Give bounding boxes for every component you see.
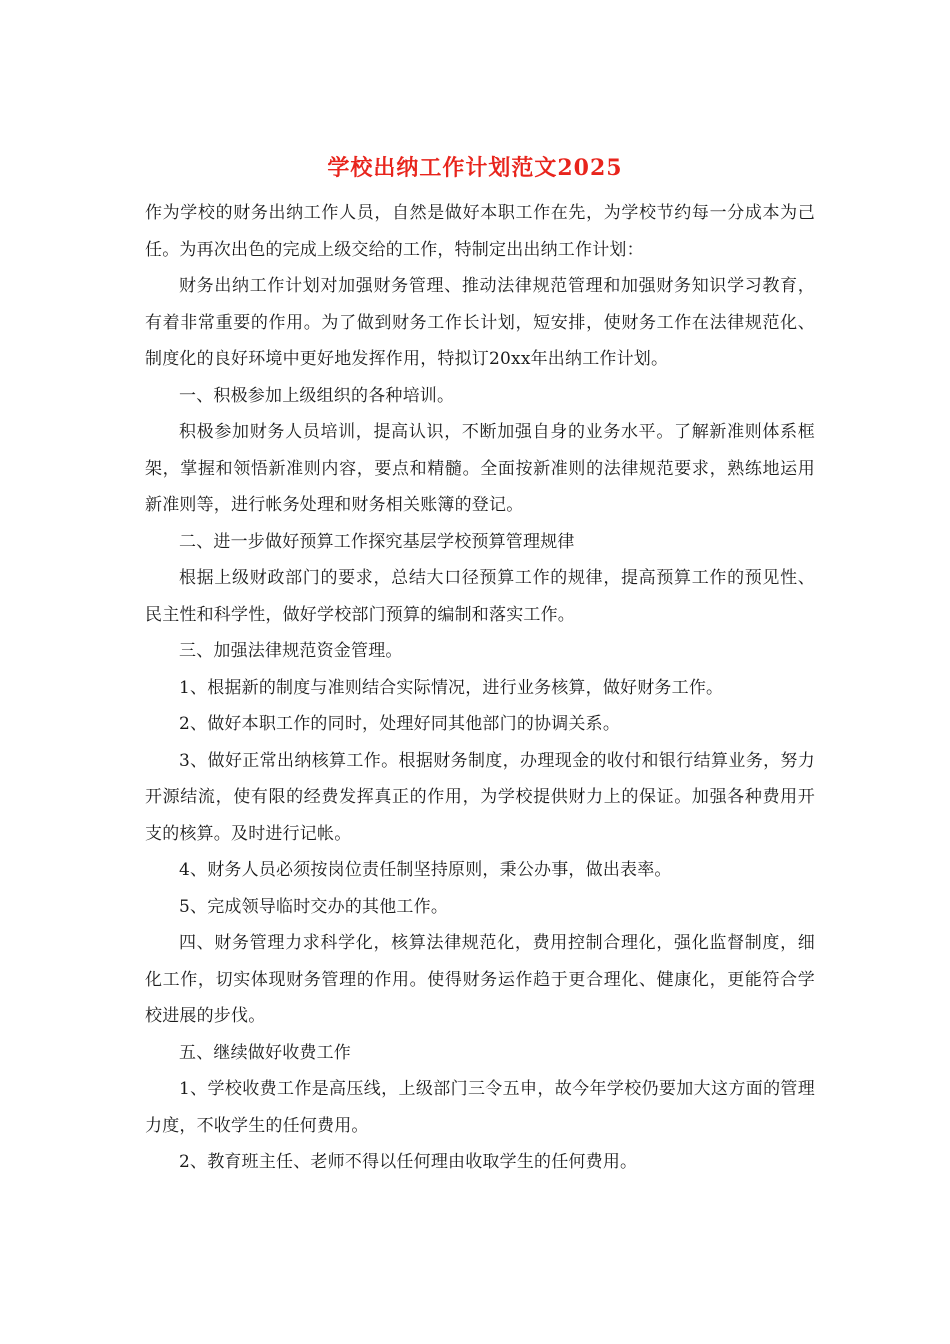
list-item: 1、学校收费工作是高压线，上级部门三令五申，故今年学校仍要加大这方面的管理力度，不收学生的任何费用。 <box>145 1079 815 1136</box>
list-item: 2、做好本职工作的同时，处理好同其他部门的协调关系。 <box>179 714 621 734</box>
section-heading: 三、加强法律规范资金管理。 <box>179 641 403 661</box>
document-title: 学校出纳工作计划范文2025 <box>327 155 623 181</box>
section-heading: 四、财务管理力求科学化，核算法律规范化，费用控制合理化，强化监督制度，细化工作，切实体现财务管理的作用。使得财务运作趋于更合理化、健康化，更能符合学校进展的步伐。 <box>145 933 815 1026</box>
list-item: 2、教育班主任、老师不得以任何理由收取学生的任何费用。 <box>179 1152 638 1172</box>
paragraph: 财务出纳工作计划对加强财务管理、推动法律规范管理和加强财务知识学习教育，有着非常重要的作用。为了做到财务工作长计划，短安排，使财务工作在法律规范化、制度化的良好环境中更好地发挥作用，特拟订20xx年出纳工作计划。 <box>145 276 815 369</box>
document-body <box>145 195 815 1181</box>
intro-paragraph: 作为学校的财务出纳工作人员，自然是做好本职工作在先，为学校节约每一分成本为己任。为再次出色的完成上级交给的工作，特制定出出纳工作计划： <box>145 203 815 260</box>
list-item: 1、根据新的制度与准则结合实际情况，进行业务核算，做好财务工作。 <box>179 677 724 698</box>
list-item: 4、财务人员必须按岗位责任制坚持原则，秉公办事，做出表率。 <box>179 860 672 880</box>
paragraph: 根据上级财政部门的要求，总结大口径预算工作的规律，提高预算工作的预见性、民主性和科学性，做好学校部门预算的编制和落实工作。 <box>145 568 815 625</box>
section-heading: 五、继续做好收费工作 <box>179 1042 351 1063</box>
section-heading: 二、进一步做好预算工作探究基层学校预算管理规律 <box>179 531 575 552</box>
list-item: 3、做好正常出纳核算工作。根据财务制度，办理现金的收付和银行结算业务，努力开源结流，使有限的经费发挥真正的作用，为学校提供财力上的保证。加强各种费用开支的核算。及时进行记帐。 <box>145 750 815 844</box>
paragraph: 积极参加财务人员培训，提高认识，不断加强自身的业务水平。了解新准则体系框架，掌握和领悟新准则内容，要点和精髓。全面按新准则的法律规范要求，熟练地运用新准则等，进行帐务处理和财务相关账簿的登记。 <box>145 422 815 515</box>
list-item: 5、完成领导临时交办的其他工作。 <box>179 896 449 917</box>
section-heading: 一、积极参加上级组织的各种培训。 <box>179 385 455 406</box>
